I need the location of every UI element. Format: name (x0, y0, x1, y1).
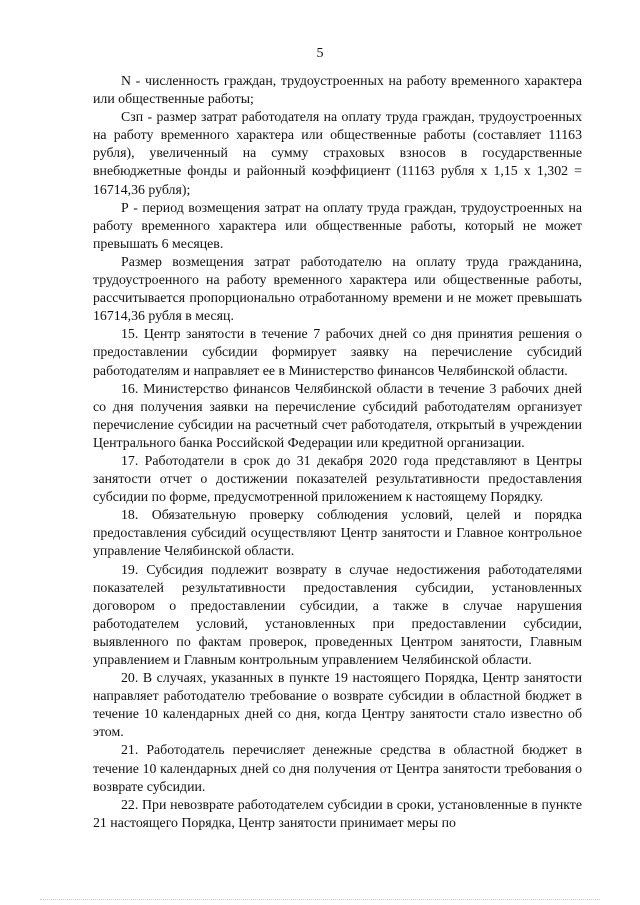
page-bottom-edge (40, 899, 600, 901)
paragraph-22: 22. При невозврате работодателем субсидии в сроки, установленные в пункте 21 настоящего Порядка, Центр занятости принимает меры по (93, 796, 582, 830)
paragraph-reimbursement-size: Размер возмещения затрат работодателю на оплату труда гражданина, трудоустроенного на работу временного характера или общественные работы, рассчитывается пропорционально отработанному времени и не может превышать 16714,36 рубля в месяц. (93, 253, 582, 324)
paragraph-n-definition: N - численность граждан, трудоустроенных на работу временного характера или общественные работы; (93, 73, 582, 107)
page-number: 5 (316, 46, 324, 61)
paragraph-21: 21. Работодатель перечисляет денежные средства в областной бюджет в течение 10 календарных дней со дня получения от Центра занятости требования о возврате субсидии. (93, 742, 582, 794)
document-body (93, 72, 582, 832)
paragraph-15: 15. Центр занятости в течение 7 рабочих дней со дня принятия решения о предоставлении субсидии формирует заявку на перечисление субсидий работодателям и направляет ее в Министерство финансов Челябинской области. (93, 326, 582, 378)
paragraph-16: 16. Министерство финансов Челябинской области в течение 3 рабочих дней со дня получения заявки на перечисление субсидий работодателям организует перечисление субсидии на расчетный счет работодателя, открытый в учреждении Центрального банка Российской Федерации или кредитной организации. (93, 380, 582, 450)
paragraph-18: 18. Обязательную проверку соблюдения условий, целей и порядка предоставления субсидий осуществляют Центр занятости и Главное контрольное управление Челябинской области. (93, 507, 582, 559)
paragraph-19: 19. Субсидия подлежит возврату в случае недостижения работодателями показателей результативности предоставления субсидии, установленных договором о предоставлении субсидии, а также в случае нарушения работодателем условий, установленных при предоставлении субсидии, выявленного по фактам проверок, проведенных Центром занятости, Главным управлением и Главным контрольным управлением Челябинской области. (93, 561, 582, 667)
paragraph-17: 17. Работодатели в срок до 31 декабря 2020 года представляют в Центры занятости отчет о достижении показателей результативности предоставления субсидии по форме, предусмотренной приложением к настоящему Порядку. (93, 452, 582, 505)
paragraph-szp-definition: Сзп - размер затрат работодателя на оплату труда граждан, трудоустроенных на работу временного характера или общественные работы (составляет 11163 рубля), увеличенный на сумму страховых взносов в государственные внебюджетные фонды и районный коэффициент (11163 рубля х 1,15 х 1,302 = 16714,36 рубля); (93, 109, 582, 197)
paragraph-20: 20. В случаях, указанных в пункте 19 настоящего Порядка, Центр занятости направляет работодателю требование о возврате субсидии в областной бюджет в течение 10 календарных дней со дня, когда Центру занятости стало известно об этом. (93, 670, 582, 740)
paragraph-p-definition: Р - период возмещения затрат на оплату труда граждан, трудоустроенных на работу временного характера или общественные работы, который не может превышать 6 месяцев. (93, 199, 582, 251)
